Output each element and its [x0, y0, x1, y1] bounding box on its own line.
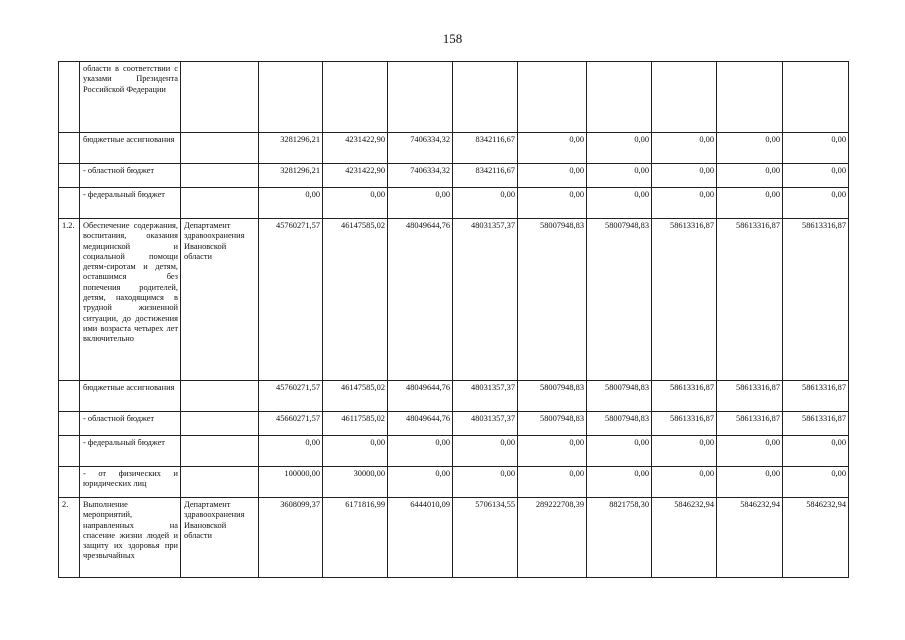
value-cell: 0,00 [717, 467, 783, 498]
value-cell: 0,00 [587, 467, 652, 498]
value-cell: 0,00 [587, 133, 652, 164]
row-index-cell [59, 436, 80, 467]
table-row [59, 133, 849, 164]
value-cell: 58007948,83 [518, 381, 587, 412]
value-cell [388, 62, 453, 133]
responsible-cell: Департамент здравоохранения Ивановской области [181, 219, 259, 381]
value-cell: 0,00 [717, 164, 783, 188]
value-cell: 0,00 [783, 164, 849, 188]
value-cell: 58007948,83 [518, 412, 587, 436]
table-row [59, 188, 849, 219]
value-cell: 5846232,94 [652, 498, 717, 578]
value-cell: 0,00 [652, 164, 717, 188]
row-name-cell: Выполнение мероприятий, направленных на спасение жизни людей и защиту их здоровья при чрезвычайных [80, 498, 181, 578]
value-cell: 48031357,37 [453, 219, 518, 381]
value-cell: 0,00 [783, 133, 849, 164]
value-cell: 0,00 [587, 164, 652, 188]
row-index-cell [59, 164, 80, 188]
value-cell: 45760271,57 [259, 381, 323, 412]
value-cell: 0,00 [652, 188, 717, 219]
responsible-cell [181, 62, 259, 133]
value-cell: 6171816,99 [323, 498, 388, 578]
value-cell: 45760271,57 [259, 219, 323, 381]
value-cell: 8342116,67 [453, 133, 518, 164]
value-cell: 58007948,83 [587, 219, 652, 381]
value-cell [259, 62, 323, 133]
value-cell: 0,00 [717, 188, 783, 219]
value-cell: 0,00 [518, 133, 587, 164]
value-cell: 3281296,21 [259, 164, 323, 188]
table-row [59, 412, 849, 436]
row-name-cell: области в соответствии с указами Президента Российской Федерации [80, 62, 181, 133]
responsible-cell [181, 412, 259, 436]
row-name-cell: Обеспечение содержания, воспитания, оказания медицинской и социальной помощи детям-сиротам и детям, оставшимся без попечения родителей, детям, находящимся в трудной жизненной ситуации, до достижения ими возраста четырех лет включительно [80, 219, 181, 381]
budget-table [58, 61, 849, 578]
value-cell: 45660271,57 [259, 412, 323, 436]
value-cell: 0,00 [518, 164, 587, 188]
responsible-cell [181, 381, 259, 412]
value-cell [783, 62, 849, 133]
row-index-cell: 2. [59, 498, 80, 578]
value-cell: 0,00 [259, 436, 323, 467]
value-cell: 3608099,37 [259, 498, 323, 578]
value-cell: 0,00 [323, 188, 388, 219]
value-cell: 5846232,94 [717, 498, 783, 578]
value-cell: 4231422,90 [323, 164, 388, 188]
table-row [59, 436, 849, 467]
value-cell: 4231422,90 [323, 133, 388, 164]
value-cell: 58007948,83 [587, 412, 652, 436]
value-cell [323, 62, 388, 133]
value-cell: 46147585,02 [323, 219, 388, 381]
value-cell: 0,00 [388, 188, 453, 219]
table-row [59, 381, 849, 412]
value-cell: 58007948,83 [518, 219, 587, 381]
value-cell [652, 62, 717, 133]
row-name-cell: - областной бюджет [80, 164, 181, 188]
value-cell: 0,00 [652, 467, 717, 498]
value-cell: 58613316,87 [783, 381, 849, 412]
value-cell: 100000,00 [259, 467, 323, 498]
page-number: 158 [442, 31, 463, 46]
value-cell: 0,00 [259, 188, 323, 219]
value-cell [717, 62, 783, 133]
table-row [59, 467, 849, 498]
value-cell: 0,00 [518, 188, 587, 219]
value-cell: 48049644,76 [388, 412, 453, 436]
value-cell: 0,00 [453, 467, 518, 498]
value-cell: 48049644,76 [388, 381, 453, 412]
value-cell: 0,00 [652, 133, 717, 164]
row-name-cell: бюджетные ассигнования [80, 133, 181, 164]
value-cell: 48031357,37 [453, 381, 518, 412]
responsible-cell [181, 164, 259, 188]
row-name-cell: - федеральный бюджет [80, 436, 181, 467]
value-cell: 58613316,87 [717, 381, 783, 412]
value-cell: 0,00 [717, 436, 783, 467]
value-cell [453, 62, 518, 133]
value-cell: 8342116,67 [453, 164, 518, 188]
value-cell: 0,00 [518, 436, 587, 467]
table-row [59, 164, 849, 188]
value-cell: 0,00 [587, 188, 652, 219]
value-cell: 6444010,09 [388, 498, 453, 578]
value-cell: 46147585,02 [323, 381, 388, 412]
table-row [59, 219, 849, 381]
table-body [59, 62, 849, 578]
value-cell: 0,00 [453, 436, 518, 467]
value-cell [518, 62, 587, 133]
value-cell: 0,00 [717, 133, 783, 164]
value-cell: 7406334,32 [388, 164, 453, 188]
row-name-cell: - от физических и юридических лиц [80, 467, 181, 498]
value-cell: 58613316,87 [717, 219, 783, 381]
value-cell: 0,00 [783, 467, 849, 498]
value-cell: 0,00 [388, 467, 453, 498]
value-cell: 46117585,02 [323, 412, 388, 436]
value-cell: 0,00 [783, 188, 849, 219]
row-name-cell: - федеральный бюджет [80, 188, 181, 219]
value-cell: 58613316,87 [652, 381, 717, 412]
value-cell: 0,00 [652, 436, 717, 467]
value-cell: 0,00 [323, 436, 388, 467]
value-cell: 0,00 [587, 436, 652, 467]
responsible-cell: Департамент здравоохранения Ивановской области [181, 498, 259, 578]
responsible-cell [181, 467, 259, 498]
value-cell: 5846232,94 [783, 498, 849, 578]
value-cell: 48049644,76 [388, 219, 453, 381]
row-index-cell [59, 412, 80, 436]
row-index-cell: 1.2. [59, 219, 80, 381]
row-index-cell [59, 188, 80, 219]
table-row [59, 498, 849, 578]
value-cell: 5706134,55 [453, 498, 518, 578]
value-cell: 0,00 [388, 436, 453, 467]
value-cell: 3281296,21 [259, 133, 323, 164]
row-index-cell [59, 133, 80, 164]
responsible-cell [181, 188, 259, 219]
value-cell: 8821758,30 [587, 498, 652, 578]
value-cell: 48031357,37 [453, 412, 518, 436]
value-cell: 58007948,83 [587, 381, 652, 412]
value-cell: 0,00 [518, 467, 587, 498]
value-cell: 58613316,87 [717, 412, 783, 436]
row-name-cell: - областной бюджет [80, 412, 181, 436]
value-cell: 58613316,87 [783, 412, 849, 436]
value-cell: 30000,00 [323, 467, 388, 498]
table-row [59, 62, 849, 133]
row-name-cell: бюджетные ассигнования [80, 381, 181, 412]
row-index-cell [59, 381, 80, 412]
responsible-cell [181, 133, 259, 164]
value-cell: 0,00 [453, 188, 518, 219]
value-cell: 58613316,87 [652, 219, 717, 381]
value-cell: 58613316,87 [783, 219, 849, 381]
value-cell: 289222708,39 [518, 498, 587, 578]
value-cell [587, 62, 652, 133]
responsible-cell [181, 436, 259, 467]
row-index-cell [59, 467, 80, 498]
value-cell: 58613316,87 [652, 412, 717, 436]
value-cell: 7406334,32 [388, 133, 453, 164]
row-index-cell [59, 62, 80, 133]
value-cell: 0,00 [783, 436, 849, 467]
